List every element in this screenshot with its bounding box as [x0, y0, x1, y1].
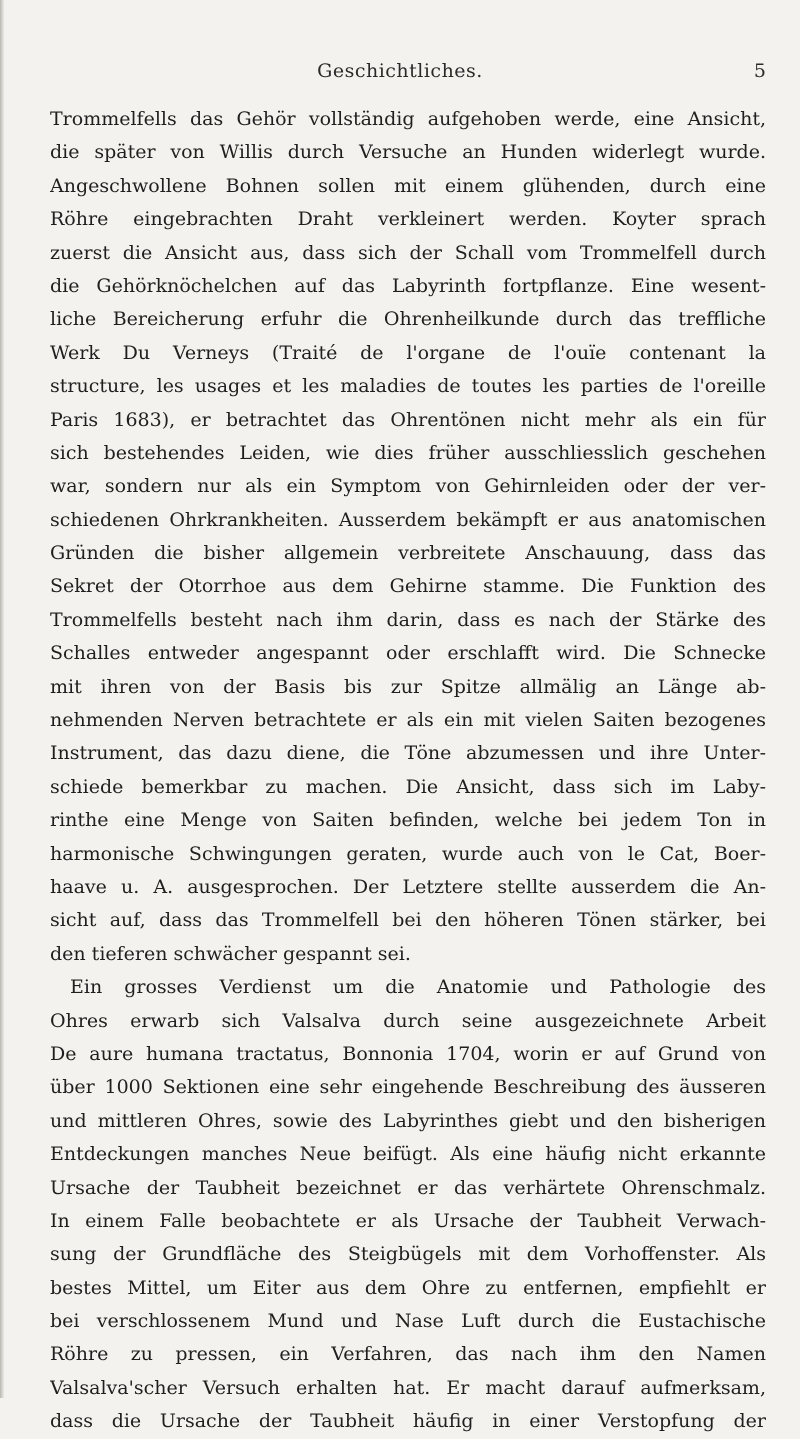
text-line: über 1000 Sektionen eine sehr eingehende Beschreibung des äusseren	[50, 1076, 766, 1099]
text-line: rinthe eine Menge von Saiten befinden, welche bei jedem Ton in	[50, 809, 766, 832]
text-line: dass die Ursache der Taubheit häufig in einer Verstopfung der	[50, 1410, 766, 1433]
text-line: bei verschlossenem Mund und Nase Luft durch die Eustachische	[50, 1310, 766, 1333]
text-line: Trommelfells besteht nach ihm darin, dass es nach der Stärke des	[50, 608, 766, 631]
text-line: In einem Falle beobachtete er als Ursache der Taubheit Verwach-	[50, 1209, 766, 1232]
text-line: bestes Mittel, um Eiter aus dem Ohre zu entfernen, empfiehlt er	[50, 1276, 766, 1299]
text-line: Instrument, das dazu diene, die Töne abzumessen und ihre Unter-	[50, 742, 766, 765]
text-line: Werk Du Verneys (Traité de l'organe de l'ouïe contenant la	[50, 341, 766, 364]
text-line: schiede bemerkbar zu machen. Die Ansicht, dass sich im Laby-	[50, 775, 766, 798]
text-line: structure, les usages et les maladies de toutes les parties de l'oreille	[50, 375, 766, 398]
page-edge-shadow	[0, 0, 4, 1398]
text-line: nehmenden Nerven betrachtete er als ein mit vielen Saiten bezogenes	[50, 709, 766, 732]
page-header	[30, 60, 770, 90]
text-line: sich bestehendes Leiden, wie dies früher ausschliesslich geschehen	[50, 441, 766, 464]
text-line: harmonische Schwingungen geraten, wurde auch von le Cat, Boer-	[50, 842, 766, 865]
text-line: Angeschwollene Bohnen sollen mit einem glühenden, durch eine	[50, 174, 766, 197]
text-line: haave u. A. ausgesprochen. Der Letztere stellte ausserdem die An-	[50, 875, 766, 898]
text-line: mit ihren von der Basis bis zur Spitze allmälig an Länge ab-	[50, 675, 766, 698]
text-line: sung der Grundfläche des Steigbügels mit dem Vorhoffenster. Als	[50, 1243, 766, 1266]
text-line: war, sondern nur als ein Symptom von Gehirnleiden oder der ver-	[50, 475, 766, 498]
body-text	[50, 103, 766, 1439]
paragraph-end-line: den tieferen schwächer gespannt sei.	[50, 942, 411, 965]
text-line: Schalles entweder angespannt oder erschlafft wird. Die Schnecke	[50, 642, 766, 665]
text-line: Röhre eingebrachten Draht verkleinert werden. Koyter sprach	[50, 208, 766, 231]
text-line: Sekret der Otorrhoe aus dem Gehirne stamme. Die Funktion des	[50, 575, 766, 598]
text-line: die später von Willis durch Versuche an Hunden widerlegt wurde.	[50, 141, 766, 164]
text-line: Röhre zu pressen, ein Verfahren, das nach ihm den Namen	[50, 1343, 766, 1366]
running-head: Geschichtliches.	[317, 60, 483, 82]
text-line: die Gehörknöchelchen auf das Labyrinth fortpflanze. Eine wesent-	[50, 274, 766, 297]
text-line: Ursache der Taubheit bezeichnet er das verhärtete Ohrenschmalz.	[50, 1176, 766, 1199]
text-line: Entdeckungen manches Neue beifügt. Als eine häufig nicht erkannte	[50, 1143, 766, 1166]
text-line: liche Bereicherung erfuhr die Ohrenheilkunde durch das treffliche	[50, 308, 766, 331]
text-line: Trommelfells das Gehör vollständig aufgehoben werde, eine Ansicht,	[50, 108, 766, 130]
text-line: schiedenen Ohrkrankheiten. Ausserdem bekämpft er aus anatomischen	[50, 508, 766, 531]
text-line: Valsalva'scher Versuch erhalten hat. Er macht darauf aufmerksam,	[50, 1376, 766, 1399]
text-line: Ohres erwarb sich Valsalva durch seine ausgezeichnete Arbeit	[50, 1009, 766, 1032]
text-line: zuerst die Ansicht aus, dass sich der Schall vom Trommelfell durch	[50, 241, 766, 264]
page-number: 5	[753, 60, 766, 82]
text-line: Gründen die bisher allgemein verbreitete Anschauung, dass das	[50, 542, 766, 565]
text-line: Paris 1683), er betrachtet das Ohrentönen nicht mehr als ein für	[50, 408, 766, 431]
paragraph-start-line: Ein grosses Verdienst um die Anatomie und Pathologie des	[70, 976, 766, 999]
text-line: De aure humana tractatus, Bonnonia 1704, worin er auf Grund von	[50, 1042, 766, 1065]
text-line: und mittleren Ohres, sowie des Labyrinthes giebt und den bisherigen	[50, 1109, 766, 1132]
text-line: sicht auf, dass das Trommelfell bei den höheren Tönen stärker, bei	[50, 909, 766, 932]
